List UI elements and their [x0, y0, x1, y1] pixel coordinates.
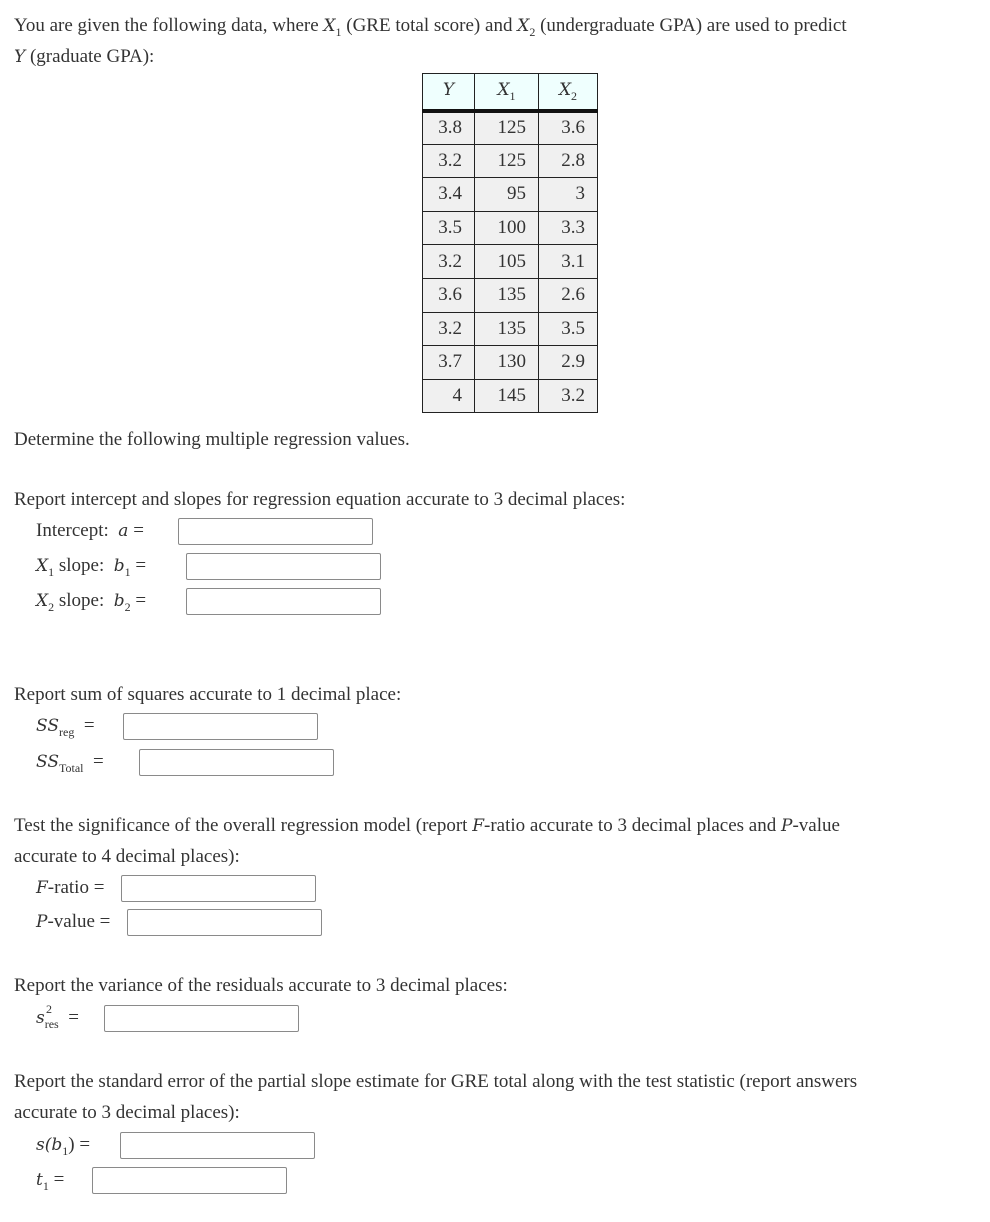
t1-input[interactable] [92, 1167, 287, 1194]
table-cell: 105 [475, 245, 539, 279]
s2res-label: s 2 $_{res}$ = [36, 1002, 79, 1031]
f-ratio-input[interactable] [121, 875, 316, 902]
table-row [423, 178, 598, 212]
table-cell: 135 [475, 278, 539, 312]
table-cell: 3.5 [423, 211, 475, 245]
table-cell: 2.9 [539, 346, 598, 380]
table-cell: 100 [475, 211, 539, 245]
table-row [423, 278, 598, 312]
table-cell: 130 [475, 346, 539, 380]
table-row [423, 144, 598, 178]
table-cell: 3.1 [539, 245, 598, 279]
sb1-input[interactable] [120, 1132, 315, 1159]
table-cell: 3.2 [423, 144, 475, 178]
f-heading-2: accurate to 4 decimal places): [14, 846, 240, 867]
p-value-label: P-value = [36, 911, 111, 932]
intro-line-2: Y (graduate GPA): [14, 46, 155, 67]
table-row [423, 211, 598, 245]
data-table [422, 73, 598, 413]
column-header: $X_2$ [539, 74, 598, 111]
table-cell: 2.8 [539, 144, 598, 178]
ss-heading: Report sum of squares accurate to 1 decimal place: [14, 684, 402, 705]
intercept-label: Intercept: a = [36, 520, 144, 541]
table-cell: 3.3 [539, 211, 598, 245]
table-cell: 3.7 [423, 346, 475, 380]
determine-text: Determine the following multiple regression values. [14, 429, 410, 450]
column-header: Y [423, 74, 475, 111]
intro-line-1: You are given the following data, where $X_1$ (GRE total score) and $X_2$ (undergraduate GPA) are used to predict [14, 15, 847, 39]
table-cell: 95 [475, 178, 539, 212]
table-cell: 125 [475, 111, 539, 145]
sstotal-input[interactable] [139, 749, 334, 776]
sb1-label: $s(b_1)$ = [36, 1134, 91, 1158]
t1-label: $t_1$ = [36, 1169, 65, 1193]
table-cell: 3.4 [423, 178, 475, 212]
table-row [423, 245, 598, 279]
table-cell: 3.6 [539, 111, 598, 145]
ssreg-input[interactable] [123, 713, 318, 740]
table-cell: 3.6 [423, 278, 475, 312]
b1-label: $X_1$ slope: $b_1$ = [36, 555, 147, 579]
column-header: $X_1$ [475, 74, 539, 111]
intercept-input[interactable] [178, 518, 373, 545]
table-cell: 4 [423, 379, 475, 413]
table-cell: 3.2 [539, 379, 598, 413]
table-cell: 3.2 [423, 245, 475, 279]
p-value-input[interactable] [127, 909, 322, 936]
se-heading-1: Report the standard error of the partial slope estimate for GRE total along with the test statistic (report answers [14, 1071, 858, 1092]
table-cell: 3.2 [423, 312, 475, 346]
table-cell: 3.5 [539, 312, 598, 346]
ssreg-label: $SS_{reg}$ = [36, 715, 95, 739]
se-heading-2: accurate to 3 decimal places): [14, 1102, 240, 1123]
b2-label: $X_2$ slope: $b_2$ = [36, 590, 147, 614]
b2-input[interactable] [186, 588, 381, 615]
table-cell: 3 [539, 178, 598, 212]
s2res-input[interactable] [104, 1005, 299, 1032]
table-row [423, 111, 598, 145]
table-cell: 135 [475, 312, 539, 346]
table-cell: 125 [475, 144, 539, 178]
sstotal-label: $SS_{Total}$ = [36, 751, 104, 775]
var-heading: Report the variance of the residuals accurate to 3 decimal places: [14, 975, 508, 996]
table-row [423, 346, 598, 380]
table-row [423, 312, 598, 346]
f-heading-1: Test the significance of the overall regression model (report F-ratio accurate to 3 decimal places and P-value [14, 815, 840, 836]
table-cell: 2.6 [539, 278, 598, 312]
f-ratio-label: F-ratio = [36, 877, 105, 898]
table-row [423, 379, 598, 413]
coef-heading: Report intercept and slopes for regression equation accurate to 3 decimal places: [14, 489, 626, 510]
table-cell: 3.8 [423, 111, 475, 145]
table-cell: 145 [475, 379, 539, 413]
b1-input[interactable] [186, 553, 381, 580]
